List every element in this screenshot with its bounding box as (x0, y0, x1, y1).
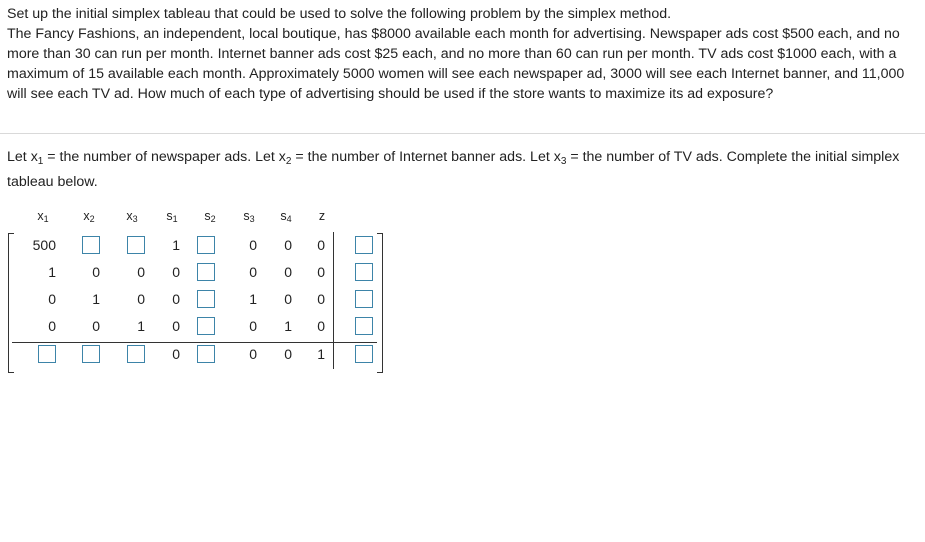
answer-input-r1-c2[interactable] (82, 236, 100, 254)
tableau-cell-r1-c8: 0 (317, 237, 325, 253)
tableau-cell-r4-c7: 1 (284, 318, 292, 334)
tableau-cell-r2-c3: 0 (137, 264, 145, 280)
tableau-cell-r3-c6: 1 (249, 291, 257, 307)
problem-instruction: Set up the initial simplex tableau that could be used to solve the following problem by the simplex method. (7, 6, 672, 22)
tableau-cell-r5-c6: 0 (249, 346, 257, 362)
column-header-x1: $x_1$ (37, 209, 49, 224)
answer-input-r2-c9[interactable] (355, 263, 373, 281)
tableau-cell-r5-c7: 0 (284, 346, 292, 362)
column-header-s4: $s_4$ (280, 209, 292, 224)
tableau-cell-r3-c2: 1 (92, 291, 100, 307)
column-header-x2: $x_2$ (83, 209, 95, 224)
tableau-cell-r5-c4: 0 (172, 346, 180, 362)
tableau-cell-r2-c7: 0 (284, 264, 292, 280)
answer-input-r4-c5[interactable] (197, 317, 215, 335)
tableau-cell-r1-c1: 500 (32, 237, 56, 253)
tableau-cell-r2-c8: 0 (317, 264, 325, 280)
problem-text: The Fancy Fashions, an independent, local boutique, has $8000 available each month for advertising. Newspaper ads cost $500 each, and no more than 30 can run per month. Internet banner ads cost $25 each, and no more than 60 can run per month. TV ads cost $1000 each, with a maximum of 15 available each month. Approximately 5000 women will see each newspaper ad, 3000 will see each Internet banner, and 11,000 will see each TV ad. How much of each type of advertising should be used if the store wants to maximize its ad exposure? (7, 26, 905, 102)
answer-input-r1-c9[interactable] (355, 236, 373, 254)
divider (0, 133, 925, 134)
tableau-cell-r4-c8: 0 (317, 318, 325, 334)
problem-statement (7, 4, 912, 104)
answer-input-r1-c5[interactable] (197, 236, 215, 254)
answer-input-r5-c2[interactable] (82, 345, 100, 363)
tableau-cell-r2-c2: 0 (92, 264, 100, 280)
column-header-x3: $x_3$ (126, 209, 138, 224)
tableau-cell-r5-c8: 1 (317, 346, 325, 362)
tableau-cell-r3-c3: 0 (137, 291, 145, 307)
tableau-cell-r2-c6: 0 (249, 264, 257, 280)
answer-input-r3-c9[interactable] (355, 290, 373, 308)
tableau-cell-r3-c1: 0 (48, 291, 56, 307)
tableau-cell-r3-c8: 0 (317, 291, 325, 307)
left-bracket (8, 233, 14, 373)
tableau-cell-r1-c4: 1 (172, 237, 180, 253)
tableau-cell-r4-c2: 0 (92, 318, 100, 334)
tableau-cell-r3-c4: 0 (172, 291, 180, 307)
answer-input-r2-c5[interactable] (197, 263, 215, 281)
tableau-cell-r4-c6: 0 (249, 318, 257, 334)
answer-input-r5-c1[interactable] (38, 345, 56, 363)
tableau-cell-r4-c4: 0 (172, 318, 180, 334)
rhs-separator (333, 232, 334, 369)
tableau-cell-r2-c4: 0 (172, 264, 180, 280)
column-header-s3: $s_3$ (243, 209, 255, 224)
tableau-cell-r4-c3: 1 (137, 318, 145, 334)
variable-definitions: Let $x_1$ = the number of newspaper ads. Let $x_2$ = the number of Internet banner ads. Let $x_3$ = the number of TV ads. Complete the initial simplex tableau below. (7, 149, 900, 190)
tableau-cell-r1-c6: 0 (249, 237, 257, 253)
answer-input-r3-c5[interactable] (197, 290, 215, 308)
column-header-s2: $s_2$ (204, 209, 216, 224)
tableau-cell-r2-c1: 1 (48, 264, 56, 280)
right-bracket (377, 233, 383, 373)
tableau-cell-r1-c7: 0 (284, 237, 292, 253)
tableau-cell-r4-c1: 0 (48, 318, 56, 334)
column-header-z: z (318, 209, 326, 223)
column-header-s1: $s_1$ (166, 209, 178, 224)
tableau-cell-r3-c7: 0 (284, 291, 292, 307)
answer-input-r5-c9[interactable] (355, 345, 373, 363)
answer-input-r4-c9[interactable] (355, 317, 373, 335)
answer-input-r5-c5[interactable] (197, 345, 215, 363)
